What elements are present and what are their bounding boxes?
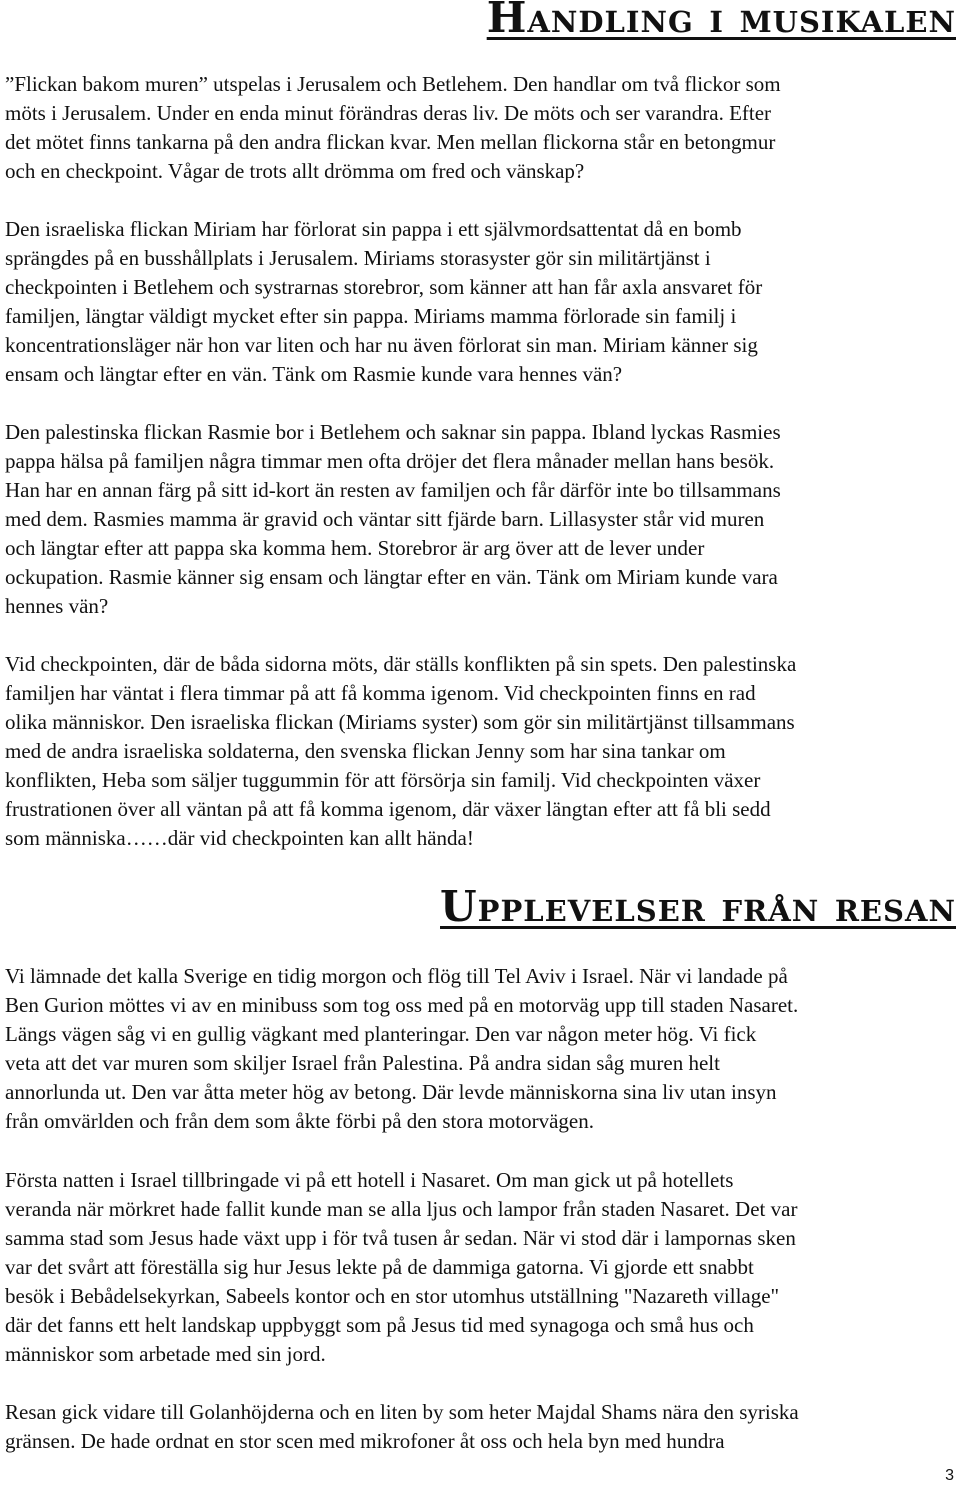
text-line: pappa hälsa på familjen några timmar men ofta dröjer det flera månader mellan hans besök. xyxy=(5,449,775,473)
text-line: Resan gick vidare till Golanhöjderna och en liten by som heter Majdal Shams nära den syriska xyxy=(5,1400,799,1424)
text-line: med de andra israeliska soldaterna, den svenska flickan Jenny som har sina tankar om xyxy=(5,739,726,763)
text-line: annorlunda ut. Den var åtta meter hög av betong. Där levde människorna sina liv utan insyn xyxy=(5,1080,777,1104)
text-line: Ben Gurion möttes vi av en minibuss som tog oss med på en motorväg upp till staden Nasaret. xyxy=(5,993,799,1017)
text-line: där det fanns ett helt landskap uppbyggt som på Jesus tid med synagoga och små hus och xyxy=(5,1313,754,1337)
text-line: ockupation. Rasmie känner sig ensam och längtar efter en vän. Tänk om Miriam kunde vara xyxy=(5,565,778,589)
text-line: sprängdes på en busshållplats i Jerusalem. Miriams storasyster gör sin militärtjänst i xyxy=(5,246,711,270)
text-line: ensam och längtar efter en vän. Tänk om Rasmie kunde vara hennes vän? xyxy=(5,362,623,386)
text-line: Den israeliska flickan Miriam har förlorat sin pappa i ett självmordsattentat då en bomb xyxy=(5,217,742,241)
paragraph-intro xyxy=(5,70,955,186)
text-line: var det svårt att föreställa sig hur Jesus lekte på de dammiga gatorna. Vi gjorde ett snabbt xyxy=(5,1255,754,1279)
paragraph-nazareth xyxy=(5,1166,955,1369)
paragraph-checkpoint xyxy=(5,650,955,853)
text-line: koncentrationsläger när hon var liten och har nu även förlorat sin man. Miriam känner sig xyxy=(5,333,758,357)
text-line: veranda när mörkret hade fallit kunde man se alla ljus och lampor från staden Nasaret. Det var xyxy=(5,1197,798,1221)
paragraph-golan xyxy=(5,1398,955,1456)
text-line: Den palestinska flickan Rasmie bor i Betlehem och saknar sin pappa. Ibland lyckas Rasmies xyxy=(5,420,781,444)
text-line: det mötet finns tankarna på den andra flickan kvar. Men mellan flickorna står en betongmur xyxy=(5,130,776,154)
paragraph-miriam xyxy=(5,215,955,389)
text-line: och en checkpoint. Vågar de trots allt drömma om fred och vänskap? xyxy=(5,159,585,183)
section-heading-musical-plot: Handling i musikalen xyxy=(486,0,956,42)
text-line: Vi lämnade det kalla Sverige en tidig morgon och flög till Tel Aviv i Israel. När vi landade på xyxy=(5,964,788,988)
section-heading-travel-experiences: Upplevelser från resan xyxy=(440,882,956,931)
text-line: frustrationen över all väntan på att få komma igenom, där växer längtan efter att få bli sedd xyxy=(5,797,771,821)
text-line: hennes vän? xyxy=(5,594,109,618)
text-line: Längs vägen såg vi en gullig vägkant med planteringar. Den var någon meter hög. Vi fick xyxy=(5,1022,757,1046)
text-line: ”Flickan bakom muren” utspelas i Jerusalem och Betlehem. Den handlar om två flickor som xyxy=(5,72,781,96)
text-line: veta att det var muren som skiljer Israel från Palestina. På andra sidan såg muren helt xyxy=(5,1051,720,1075)
text-line: familjen har väntat i flera timmar på att få komma igenom. Vid checkpointen finns en rad xyxy=(5,681,756,705)
text-line: besök i Bebådelsekyrkan, Sabeels kontor och en stor utomhus utställning "Nazareth village" xyxy=(5,1284,780,1308)
text-line: samma stad som Jesus hade växt upp i för två tusen år sedan. När vi stod där i lampornas sken xyxy=(5,1226,796,1250)
page-number: 3 xyxy=(945,1467,954,1484)
text-line: och längtar efter att pappa ska komma hem. Storebror är arg över att de lever under xyxy=(5,536,705,560)
text-line: från omvärlden och från dem som åkte förbi på den stora motorvägen. xyxy=(5,1109,594,1133)
text-line: med dem. Rasmies mamma är gravid och väntar sitt fjärde barn. Lillasyster står vid muren xyxy=(5,507,765,531)
text-line: Första natten i Israel tillbringade vi på ett hotell i Nasaret. Om man gick ut på hotellets xyxy=(5,1168,734,1192)
text-line: Vid checkpointen, där de båda sidorna möts, där ställs konflikten på sin spets. Den palestinska xyxy=(5,652,797,676)
text-line: möts i Jerusalem. Under en enda minut förändras deras liv. De möts och ser varandra. Efter xyxy=(5,101,772,125)
text-line: checkpointen i Betlehem och systrarnas storebror, som känner att han får axla ansvaret för xyxy=(5,275,763,299)
text-line: Han har en annan färg på sitt id-kort än resten av familjen och får därför inte bo tillsammans xyxy=(5,478,781,502)
paragraph-arrival xyxy=(5,962,955,1136)
text-line: konflikten, Heba som säljer tuggummin för att försörja sin familj. Vid checkpointen växer xyxy=(5,768,761,792)
text-line: som människa……där vid checkpointen kan allt hända! xyxy=(5,826,474,850)
paragraph-rasmie xyxy=(5,418,955,621)
text-line: familjen, längtar väldigt mycket efter sin pappa. Miriams mamma förlorade sin familj i xyxy=(5,304,737,328)
text-line: olika människor. Den israeliska flickan (Miriams syster) som gör sin militärtjänst tillsammans xyxy=(5,710,795,734)
text-line: människor som arbetade med sin jord. xyxy=(5,1342,326,1366)
text-line: gränsen. De hade ordnat en stor scen med mikrofoner åt oss och hela byn med hundra xyxy=(5,1429,725,1453)
